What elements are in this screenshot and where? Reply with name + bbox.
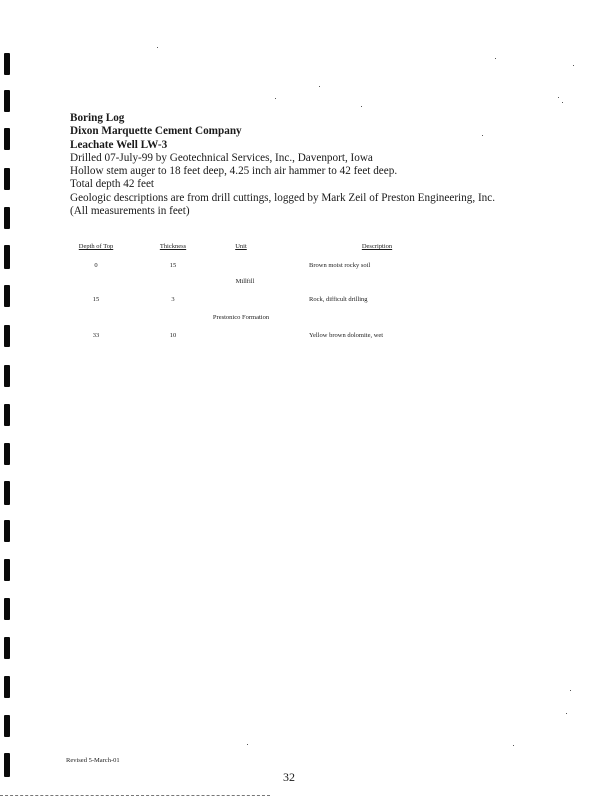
drilling-method: Hollow stem auger to 18 feet deep, 4.25 inch air hammer to 42 feet deep. — [70, 165, 398, 178]
scan-speck — [495, 58, 496, 59]
binder-hole — [4, 128, 10, 150]
binder-hole — [4, 637, 10, 659]
thickness-cell: 10 — [169, 332, 177, 339]
binder-hole — [4, 285, 10, 307]
scan-speck — [566, 713, 567, 714]
binder-hole — [4, 365, 10, 387]
binder-hole — [4, 53, 10, 75]
binder-hole — [4, 676, 10, 698]
column-header-description: Description — [361, 243, 393, 250]
thickness-cell: 15 — [169, 262, 177, 269]
document-title: Boring Log — [70, 112, 125, 124]
column-header-thickness: Thickness — [159, 243, 187, 250]
binder-hole — [4, 245, 10, 269]
description-cell: Yellow brown dolomite, wet — [309, 332, 384, 339]
binder-hole — [4, 168, 10, 190]
scan-speck — [558, 97, 559, 98]
depth-cell: 33 — [92, 332, 100, 339]
scan-speck — [513, 745, 514, 746]
document-header — [70, 112, 495, 218]
logging-note: Geologic descriptions are from drill cuttings, logged by Mark Zeil of Preston Engineering, Inc. — [70, 191, 496, 204]
unit-label: Prestonico Formation — [212, 314, 270, 321]
scan-speck — [573, 65, 574, 66]
scan-speck — [157, 47, 158, 48]
binder-hole — [4, 443, 10, 465]
binder-hole — [4, 520, 10, 542]
binder-hole — [4, 325, 10, 347]
page-number: 32 — [283, 770, 295, 784]
scan-speck — [570, 690, 571, 691]
depth-cell: 0 — [94, 262, 98, 269]
binder-hole — [4, 207, 10, 229]
depth-cell: 15 — [92, 296, 100, 303]
description-cell: Rock, difficult drilling — [309, 296, 368, 303]
binder-hole — [4, 481, 10, 505]
column-header-unit: Unit — [235, 243, 247, 250]
binder-hole — [4, 598, 10, 620]
thickness-cell: 3 — [171, 296, 175, 303]
scan-edge-line — [0, 795, 270, 796]
column-header-depth: Depth of Top — [78, 243, 114, 250]
revision-note: Revised 5-March-01 — [66, 757, 120, 764]
binder-hole — [4, 404, 10, 426]
unit-label: Millfill — [235, 278, 255, 285]
company-name: Dixon Marquette Cement Company — [70, 125, 242, 138]
total-depth: Total depth 42 feet — [70, 178, 155, 191]
binder-hole — [4, 90, 10, 112]
description-cell: Brown moist rocky soil — [309, 262, 371, 269]
scan-speck — [319, 86, 320, 87]
binder-hole — [4, 753, 10, 777]
scan-speck — [361, 106, 362, 107]
units-note: (All measurements in feet) — [70, 205, 190, 218]
well-id: Leachate Well LW-3 — [70, 138, 168, 151]
scan-speck — [275, 98, 276, 99]
scan-speck — [562, 102, 563, 103]
binder-hole — [4, 715, 10, 737]
binder-hole — [4, 559, 10, 581]
scan-speck — [247, 744, 248, 745]
drilled-info: Drilled 07-July-99 by Geotechnical Services, Inc., Davenport, Iowa — [70, 151, 373, 164]
